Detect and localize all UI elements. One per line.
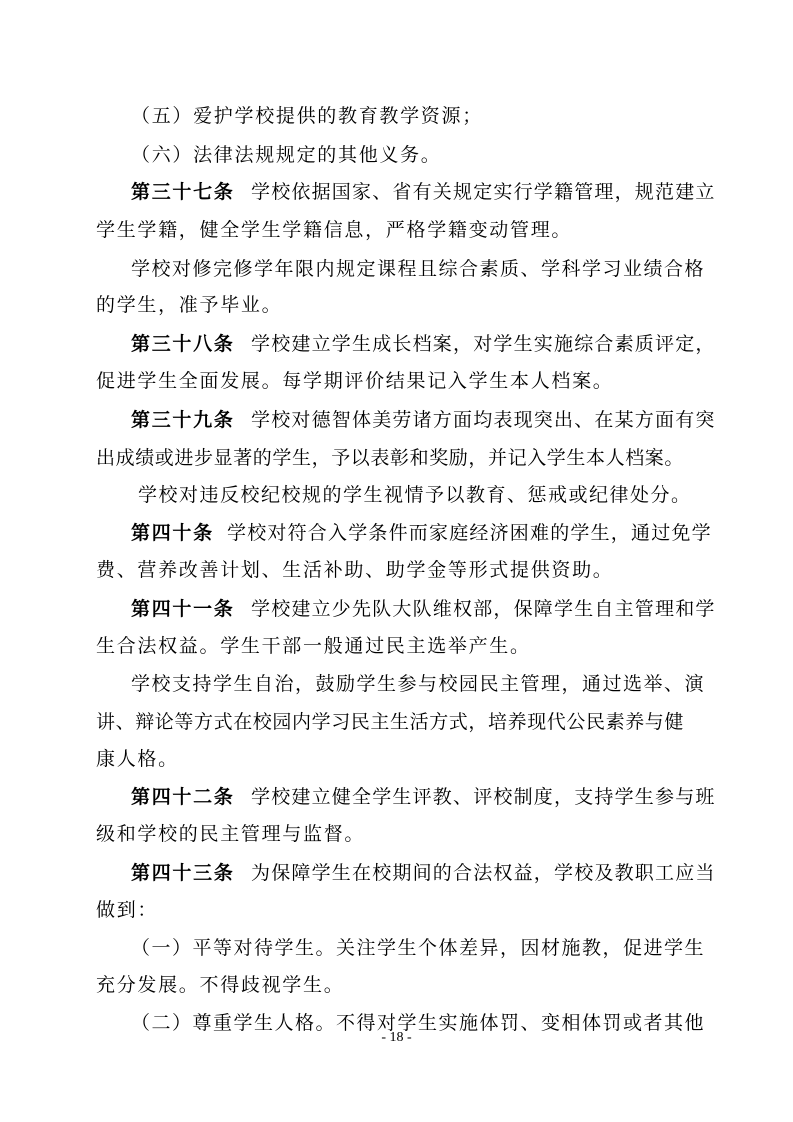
- article-line: [0, 515, 793, 551]
- line-text: 费、营养改善计划、生活补助、助学金等形式提供资助。: [96, 559, 614, 581]
- line-text: 学校建立学生成长档案，对学生实施综合素质评定，: [251, 333, 716, 355]
- line-text: 促进学生全面发展。每学期评价结果记入学生本人档案。: [96, 370, 614, 392]
- text-line: [0, 930, 793, 966]
- article-heading: 第三十八条: [131, 333, 235, 355]
- line-text: （六）法律法规规定的其他义务。: [131, 144, 442, 166]
- line-text: 学校对违反校纪校规的学生视情予以教育、惩戒或纪律处分。: [138, 484, 692, 506]
- article-line: [0, 855, 793, 891]
- line-text: 生合法权益。学生干部一般通过民主选举产生。: [96, 635, 531, 657]
- text-line: [0, 628, 793, 664]
- line-text: 出成绩或进步显著的学生，予以表彰和奖励，并记入学生本人档案。: [96, 447, 685, 469]
- text-line: [0, 440, 793, 476]
- line-text: 学校建立少先队大队维权部，保障学生自主管理和学: [251, 598, 716, 620]
- article-line: [0, 779, 793, 815]
- line-text: 学校对修完修学年限内规定课程且综合素质、学科学习业绩合格: [131, 258, 706, 280]
- line-text: 的学生，准予毕业。: [96, 294, 283, 316]
- article-heading: 第三十七条: [131, 181, 235, 203]
- line-text: 学生学籍，健全学生学籍信息，严格学籍变动管理。: [96, 219, 573, 241]
- line-text: 康人格。: [96, 748, 179, 770]
- line-text: 学校对符合入学条件而家庭经济困难的学生，通过免学: [227, 522, 712, 544]
- text-line: [0, 741, 793, 777]
- text-line: [0, 212, 793, 248]
- article-line: [0, 174, 793, 210]
- line-text: （五）爱护学校提供的教育教学资源；: [131, 105, 483, 127]
- line-text: 讲、辩论等方式在校园内学习民主生活方式，培养现代公民素养与健: [96, 711, 685, 733]
- line-text: 为保障学生在校期间的合法权益，学校及教职工应当: [251, 862, 716, 884]
- article-heading: 第三十九条: [131, 409, 235, 431]
- line-text: 级和学校的民主管理与监督。: [96, 823, 366, 845]
- text-line: [0, 251, 793, 287]
- text-line: [0, 137, 793, 173]
- line-text: （二）尊重学生人格。不得对学生实施体罚、变相体罚或者其他: [131, 1012, 706, 1034]
- page-number: - 18 -: [381, 1030, 412, 1045]
- text-line: [0, 363, 793, 399]
- text-line: [0, 704, 793, 740]
- text-line: [0, 287, 793, 323]
- line-text: （一）平等对待学生。关注学生个体差异，因材施教，促进学生: [131, 937, 706, 959]
- article-heading: 第四十条: [131, 522, 214, 544]
- article-heading: 第四十一条: [131, 598, 235, 620]
- article-line: [0, 326, 793, 362]
- text-line: [0, 666, 793, 702]
- text-line: [0, 98, 793, 134]
- article-heading: 第四十二条: [131, 786, 235, 808]
- text-line: [0, 477, 793, 513]
- line-text: 学校支持学生自治，鼓励学生参与校园民主管理，通过选举、演: [131, 673, 706, 695]
- line-text: 做到：: [96, 899, 159, 921]
- line-text: 学校对德智体美劳诸方面均表现突出、在某方面有突: [251, 409, 716, 431]
- text-line: [0, 816, 793, 852]
- article-heading: 第四十三条: [131, 862, 235, 884]
- line-text: 充分发展。不得歧视学生。: [96, 974, 345, 996]
- text-line: [0, 967, 793, 1003]
- article-line: [0, 591, 793, 627]
- article-line: [0, 402, 793, 438]
- line-text: 学校建立健全学生评教、评校制度，支持学生参与班: [251, 786, 716, 808]
- text-line: [0, 892, 793, 928]
- line-text: 学校依据国家、省有关规定实行学籍管理，规范建立: [251, 181, 716, 203]
- text-line: [0, 552, 793, 588]
